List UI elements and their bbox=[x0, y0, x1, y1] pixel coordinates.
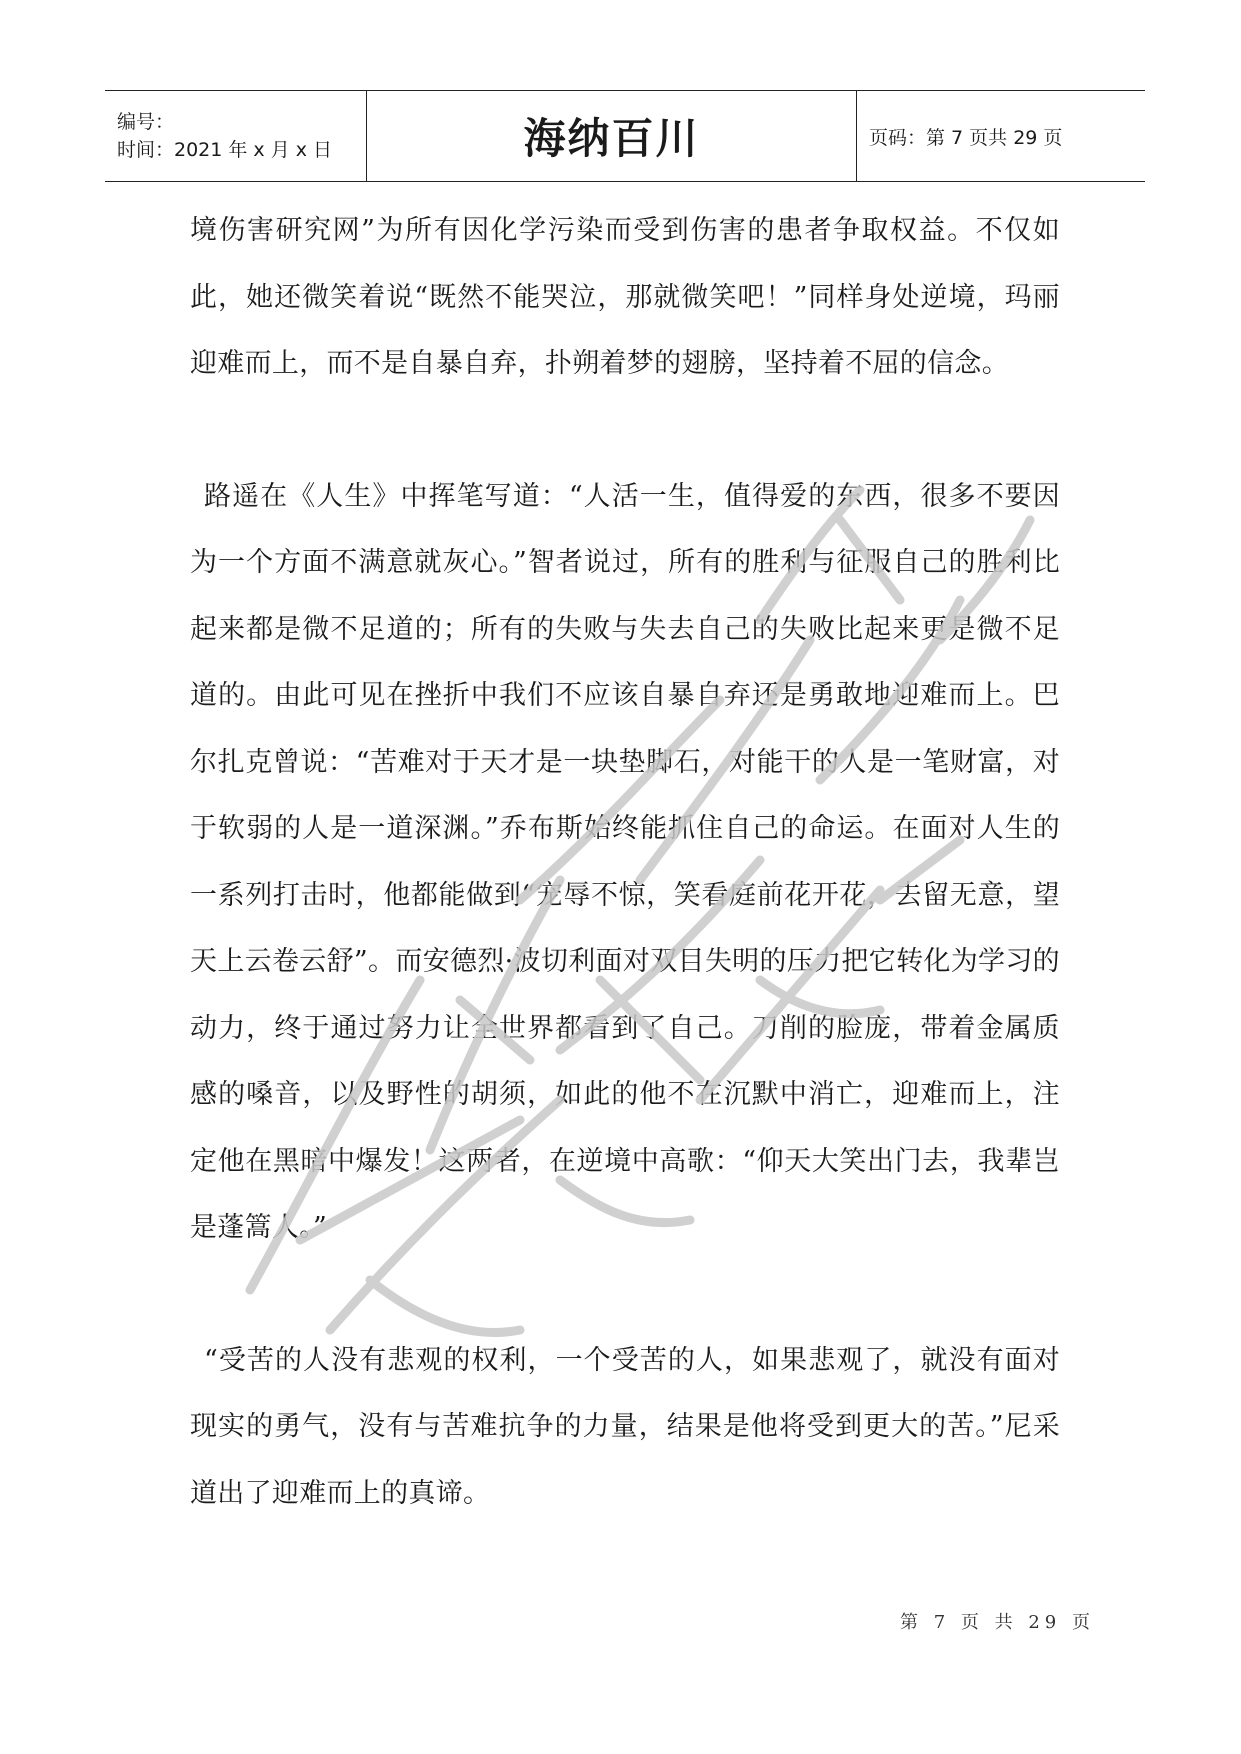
paragraph-spacer bbox=[190, 1262, 1060, 1328]
paragraph-3: “受苦的人没有悲观的权利，一个受苦的人，如果悲观了，就没有面对现实的勇气，没有与苦难抗争的力量，结果是他将受到更大的苦。”尼采道出了迎难而上的真谛。 bbox=[190, 1344, 1060, 1509]
serial-label: 编号： bbox=[117, 111, 175, 133]
header-table bbox=[105, 90, 1145, 182]
header-page-label: 页码：第 7 页共 29 页 bbox=[869, 126, 1063, 149]
paragraph-2: 路遥在《人生》中挥笔写道：“人活一生，值得爱的东西，很多不要因为一个方面不满意就灰心。”智者说过，所有的胜利与征服自己的胜利比起来都是微不足道的；所有的失败与失去自己的失败比起来更是微不足道的。由此可见在挫折中我们不应该自暴自弃还是勇敢地迎难而上。巴尔扎克曾说：“苦难对于天才是一块垫脚石，对能干的人是一笔财富，对于软弱的人是一道深渊。”乔布斯始终能抓住自己的命运。在面对人生的一系列打击时，他都能做到“宠辱不惊，笑看庭前花开花，去留无意，望天上云卷云舒”。而安德烈·波切利面对双目失明的压力把它转化为学习的动力，终于通过努力让全世界都看到了自己。刀削的脸庞，带着金属质感的嗓音，以及野性的胡须，如此的他不在沉默中消亡，迎难而上，注定他在黑暗中爆发！这两者，在逆境中高歌：“仰天大笑出门去，我辈岂是蓬篙人。” bbox=[190, 480, 1060, 1243]
header-title: 海纳百川 bbox=[523, 114, 700, 163]
paragraph-1: 境伤害研究网”为所有因化学污染而受到伤害的患者争取权益。不仅如此，她还微笑着说“既然不能哭泣，那就微笑吧！”同样身处逆境，玛丽迎难而上，而不是自暴自弃，扑朔着梦的翅膀，坚持着不屈的信念。 bbox=[190, 215, 1060, 379]
header-info-cell bbox=[105, 91, 367, 181]
paragraph-spacer bbox=[190, 398, 1060, 464]
header-page-cell bbox=[857, 91, 1145, 181]
footer-page-number: 第 7 页 共 29 页 bbox=[900, 1612, 1095, 1633]
document-body bbox=[190, 198, 1060, 1527]
header-title-cell bbox=[367, 91, 857, 181]
time-label: 时间：2021 年 x 月 x 日 bbox=[117, 139, 333, 161]
